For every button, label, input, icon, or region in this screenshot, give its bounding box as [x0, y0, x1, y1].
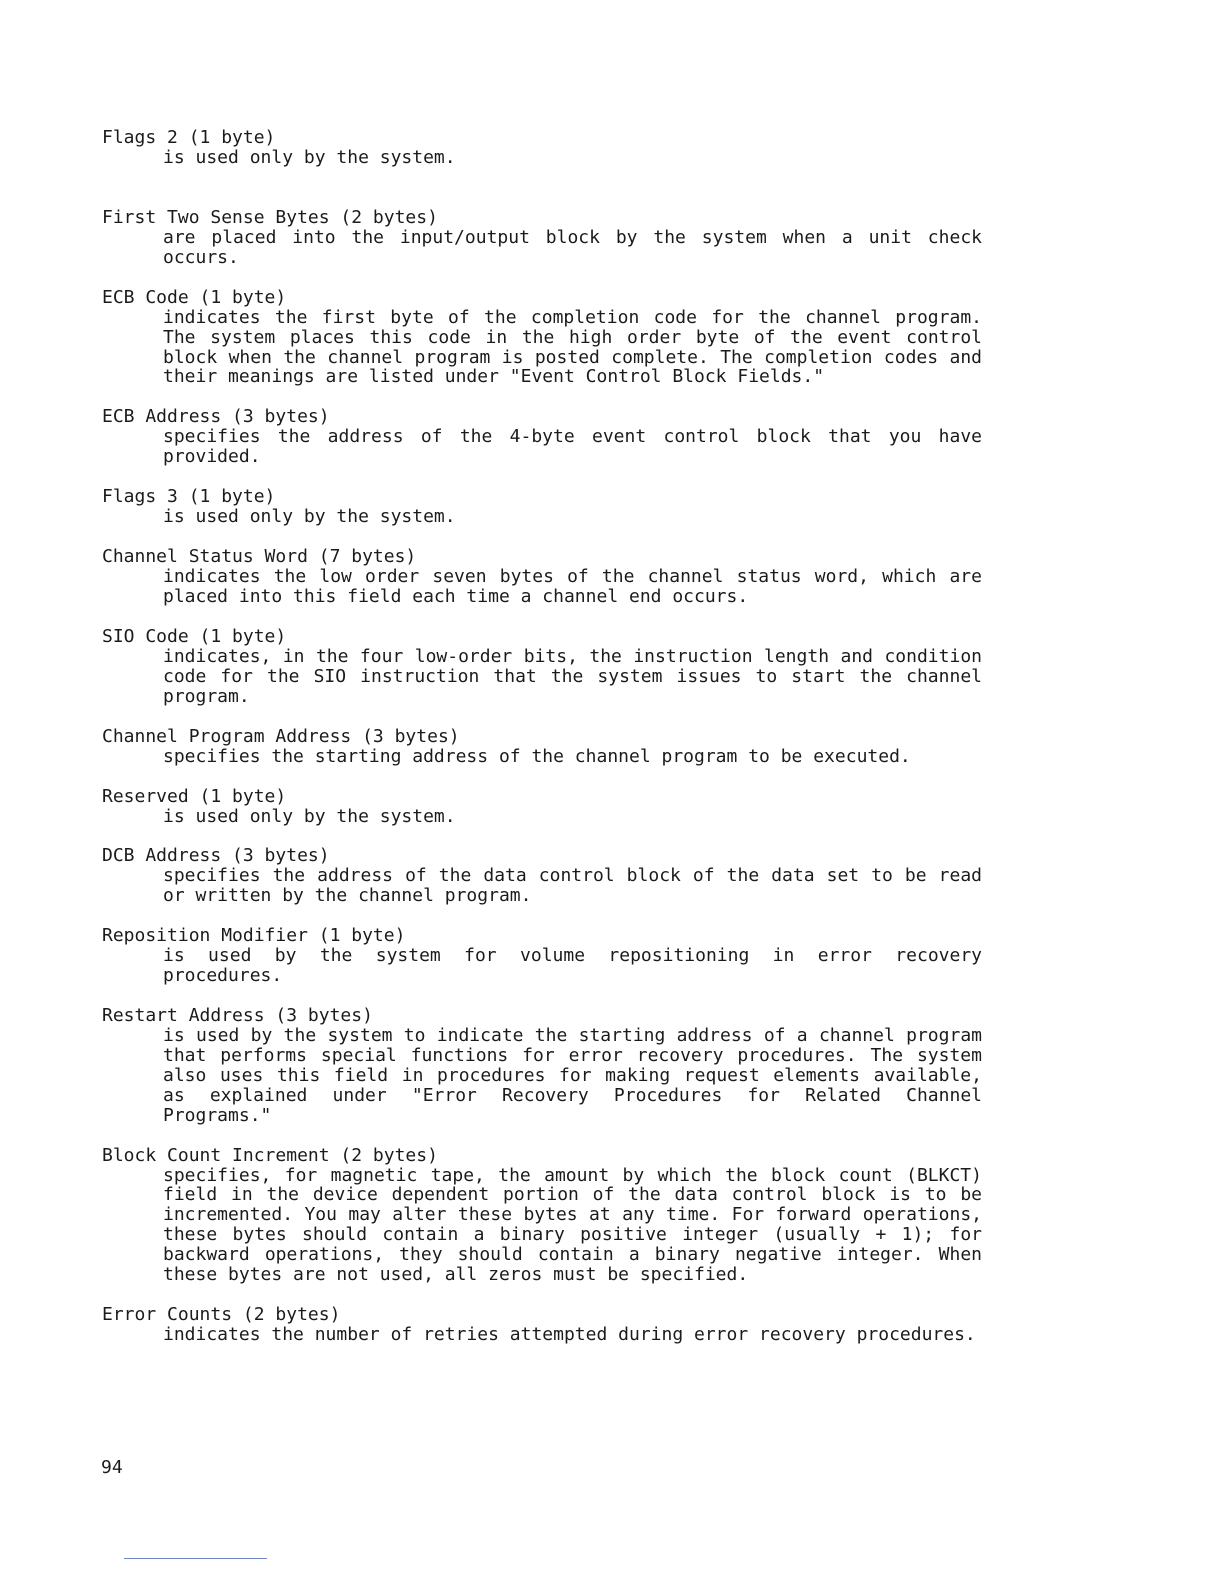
field-term: Flags 2 (1 byte) — [102, 127, 276, 148]
field-term: Restart Address (3 bytes) — [102, 1005, 373, 1027]
entry-error-counts — [102, 1305, 982, 1345]
entry-reposition-modifier — [102, 926, 982, 986]
field-definition: is used only by the system. — [163, 805, 456, 827]
field-definition: are placed into the input/output block by the system when a unit check occurs. — [163, 226, 982, 268]
field-definition: specifies the starting address of the channel program to be executed. — [163, 745, 911, 767]
footer-rule — [124, 1558, 267, 1559]
field-term: ECB Address (3 bytes) — [102, 406, 330, 428]
field-term: Error Counts (2 bytes) — [102, 1304, 341, 1325]
entry-first-two-sense-bytes — [102, 208, 982, 268]
field-term: Channel Program Address (3 bytes) — [102, 725, 460, 747]
field-definition: is used only by the system. — [163, 147, 456, 168]
field-definition: is used by the system to indicate the starting address of a channel program that performs special functions for error recovery procedures. The system also uses this field in procedures for making request elements available, as explained under "Error Recovery Procedures for Related Channel Programs." — [163, 1025, 982, 1126]
entry-channel-program-address — [102, 727, 982, 767]
field-definition: is used by the system for volume repositioning in error recovery procedures. — [163, 945, 982, 987]
field-term: Block Count Increment (2 bytes) — [102, 1144, 438, 1166]
field-definition: indicates the first byte of the completion code for the channel program. The system places this code in the high order byte of the event control block when the channel program is posted complete. The completion codes and their meanings are listed under "Event Control Block Fields." — [163, 306, 982, 388]
field-definition: specifies, for magnetic tape, the amount by which the block count (BLKCT) field in the device dependent portion of the data control block is to be incremented. You may alter these bytes at any time. For forward operations, these bytes should contain a binary positive integer (usually + 1); for backward operations, they should contain a binary negative integer. When these bytes are not used, all zeros must be specified. — [163, 1164, 982, 1286]
entry-channel-status-word — [102, 547, 982, 607]
field-term: Channel Status Word (7 bytes) — [102, 546, 417, 568]
entry-block-count-increment — [102, 1146, 982, 1285]
entry-sio-code — [102, 627, 982, 707]
field-term: First Two Sense Bytes (2 bytes) — [102, 206, 438, 228]
page-number: 94 — [101, 1457, 123, 1478]
field-definition-list — [102, 128, 982, 1345]
field-definition: specifies the address of the data control block of the data set to be read or written by the channel program. — [163, 865, 982, 907]
field-definition: specifies the address of the 4-byte event control block that you have provided. — [163, 426, 982, 468]
field-term: Reserved (1 byte) — [102, 785, 287, 807]
entry-restart-address — [102, 1006, 982, 1126]
entry-flags-2 — [102, 128, 982, 168]
field-term: SIO Code (1 byte) — [102, 625, 287, 647]
field-definition: indicates the number of retries attempted during error recovery procedures. — [163, 1324, 976, 1345]
entry-reserved — [102, 787, 982, 827]
field-term: ECB Code (1 byte) — [102, 286, 287, 308]
field-definition: is used only by the system. — [163, 506, 456, 528]
entry-flags-3 — [102, 487, 982, 527]
field-term: Reposition Modifier (1 byte) — [102, 925, 406, 947]
field-definition: indicates the low order seven bytes of the channel status word, which are placed into this field each time a channel end occurs. — [163, 566, 982, 607]
entry-ecb-address — [102, 407, 982, 467]
entry-dcb-address — [102, 846, 982, 906]
entry-ecb-code — [102, 288, 982, 388]
field-term: DCB Address (3 bytes) — [102, 845, 330, 867]
field-definition: indicates, in the four low-order bits, the instruction length and condition code for the SIO instruction that the system issues to start the channel program. — [163, 645, 982, 707]
field-term: Flags 3 (1 byte) — [102, 486, 276, 508]
